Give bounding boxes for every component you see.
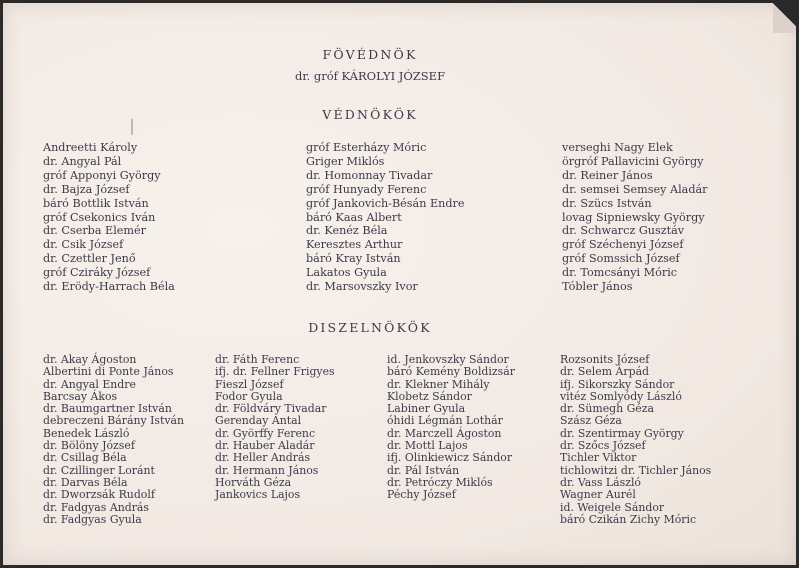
list-item: dr. Heller András — [215, 451, 311, 465]
list-item: dr. Erödy-Harrach Béla — [43, 280, 175, 294]
list-item: dr. Pál István — [387, 463, 460, 477]
list-item: dr. Fáth Ferenc — [215, 353, 300, 366]
list-item: dr. Bajza József — [43, 182, 130, 196]
list-item: dr. Petróczy Miklós — [387, 475, 493, 489]
list-item: ifj. Olinkiewicz Sándor — [387, 451, 513, 465]
list-item: dr. Klekner Mihály — [387, 377, 490, 391]
list-item: dr. Reiner János — [562, 168, 653, 182]
folded-corner — [773, 3, 796, 33]
list-item: Horváth Géza — [215, 475, 292, 489]
list-item: dr. semsei Semsey Aladár — [562, 182, 708, 196]
list-item: dr. Cserba Elemér — [43, 224, 146, 238]
patrons-column-2 — [306, 141, 464, 294]
list-item: Andreetti Károly — [43, 141, 138, 154]
list-item: dr. Szücs István — [562, 196, 652, 210]
list-item: báró Kray István — [306, 252, 401, 266]
list-item: dr. Györffy Ferenc — [215, 426, 316, 440]
list-item: Griger Miklós — [306, 154, 385, 168]
list-item: Szász Géza — [560, 414, 622, 428]
list-item: Barcsay Ákos — [43, 389, 118, 403]
list-item: dr. Darvas Béla — [43, 475, 128, 489]
list-item: dr. Sümegh Géza — [560, 402, 654, 416]
list-item: báró Bottlik István — [43, 196, 149, 210]
list-item: dr. Bölöny József — [43, 439, 135, 453]
patrons-column-1 — [43, 141, 175, 294]
list-item: óhidi Légmán Lothár — [387, 414, 503, 428]
list-item: dr. Fadgyas András — [43, 500, 149, 514]
list-item: gróf Apponyi György — [43, 168, 161, 182]
list-item: ifj. dr. Fellner Frigyes — [215, 365, 335, 379]
list-item: dr. Marczell Ágoston — [387, 426, 502, 440]
list-item: Jankovics Lajos — [215, 488, 301, 502]
document-page — [3, 3, 796, 565]
list-item: dr. Czettler Jenő — [43, 252, 136, 266]
honorary-column-1 — [43, 354, 184, 526]
list-item: Rozsonits József — [560, 353, 650, 366]
list-item: gróf Somssich József — [562, 252, 680, 266]
list-item: dr. Földváry Tivadar — [215, 402, 327, 416]
honorary-column-4 — [560, 354, 711, 526]
list-item: Benedek László — [43, 426, 130, 440]
list-item: Keresztes Arthur — [306, 238, 403, 252]
list-item: báró Kemény Boldizsár — [387, 365, 515, 379]
list-item: vitéz Somlyódy László — [560, 389, 682, 403]
list-item: gróf Csekonics Iván — [43, 210, 156, 224]
list-item: Fieszl József — [215, 377, 284, 391]
list-item: örgróf Pallavicini György — [562, 154, 704, 168]
list-item: dr. Selem Árpád — [560, 365, 650, 379]
heading-patrons: VÉDNÖKÖK — [322, 107, 418, 122]
list-item: gróf Esterházy Móric — [306, 141, 427, 154]
list-item: báró Kaas Albert — [306, 210, 402, 224]
list-item: dr. Szentirmay György — [560, 426, 684, 440]
list-item: gróf Cziráky József — [43, 266, 151, 280]
list-item: gróf Jankovich-Bésán Endre — [306, 196, 465, 210]
list-item: dr. Csik József — [43, 238, 124, 252]
list-item: Tichler Viktor — [560, 451, 637, 465]
list-item: dr. Fadgyas Gyula — [43, 512, 142, 526]
list-item: gróf Széchenyi József — [562, 238, 684, 252]
list-item: id. Weigele Sándor — [560, 500, 665, 514]
list-item: dr. Marsovszky Ivor — [306, 280, 418, 294]
list-item: verseghi Nagy Elek — [562, 141, 673, 154]
list-item: Péchy József — [387, 488, 456, 502]
heading-chief-patron: FÖVÉDNÖK — [322, 47, 418, 62]
list-item: Albertini di Ponte János — [43, 365, 174, 379]
list-item: báró Czikán Zichy Móric — [560, 512, 697, 526]
list-item: dr. Baumgartner István — [43, 402, 172, 416]
list-item: dr. Angyal Pál — [43, 154, 122, 168]
patrons-column-3 — [562, 141, 708, 294]
list-item: id. Jenkovszky Sándor — [387, 353, 509, 366]
list-item: ifj. Sikorszky Sándor — [560, 377, 675, 391]
list-item: dr. Tomcsányi Móric — [562, 266, 678, 280]
honorary-column-2 — [215, 354, 335, 502]
list-item: dr. Mottl Lajos — [387, 439, 468, 453]
list-item: debreczeni Bárány István — [43, 414, 185, 428]
list-item: dr. Csillag Béla — [43, 451, 127, 465]
chief-patron-name: dr. gróf KÁROLYI JÓZSEF — [294, 69, 446, 83]
honorary-column-3 — [387, 354, 515, 502]
list-item: dr. Homonnay Tivadar — [306, 168, 433, 182]
list-item: Gerenday Antal — [215, 414, 302, 428]
list-item: gróf Hunyady Ferenc — [306, 182, 427, 196]
list-item: dr. Dworzsák Rudolf — [43, 488, 155, 502]
list-item: dr. Schwarcz Gusztáv — [562, 224, 685, 238]
list-item: dr. Kenéz Béla — [306, 224, 388, 238]
list-item: dr. Szőcs József — [560, 439, 646, 453]
heading-honorary-presidents: DISZELNÖKÖK — [308, 320, 432, 335]
list-item: Klobetz Sándor — [387, 389, 472, 403]
list-item: dr. Hauber Aladár — [215, 439, 315, 453]
list-item: dr. Akay Ágoston — [43, 353, 137, 366]
list-item: dr. Czillinger Loránt — [43, 463, 155, 477]
list-item: Labiner Gyula — [387, 402, 466, 416]
list-item: Wagner Aurél — [560, 488, 636, 502]
list-item: Tóbler János — [562, 280, 633, 294]
list-item: lovag Sipniewsky György — [562, 210, 705, 224]
list-item: tichlowitzi dr. Tichler János — [560, 463, 712, 477]
list-item: Lakatos Gyula — [306, 266, 387, 280]
list-item: dr. Vass László — [560, 475, 641, 489]
list-item: dr. Angyal Endre — [43, 377, 136, 391]
list-item: dr. Hermann János — [215, 463, 319, 477]
list-item: Fodor Gyula — [215, 389, 283, 403]
